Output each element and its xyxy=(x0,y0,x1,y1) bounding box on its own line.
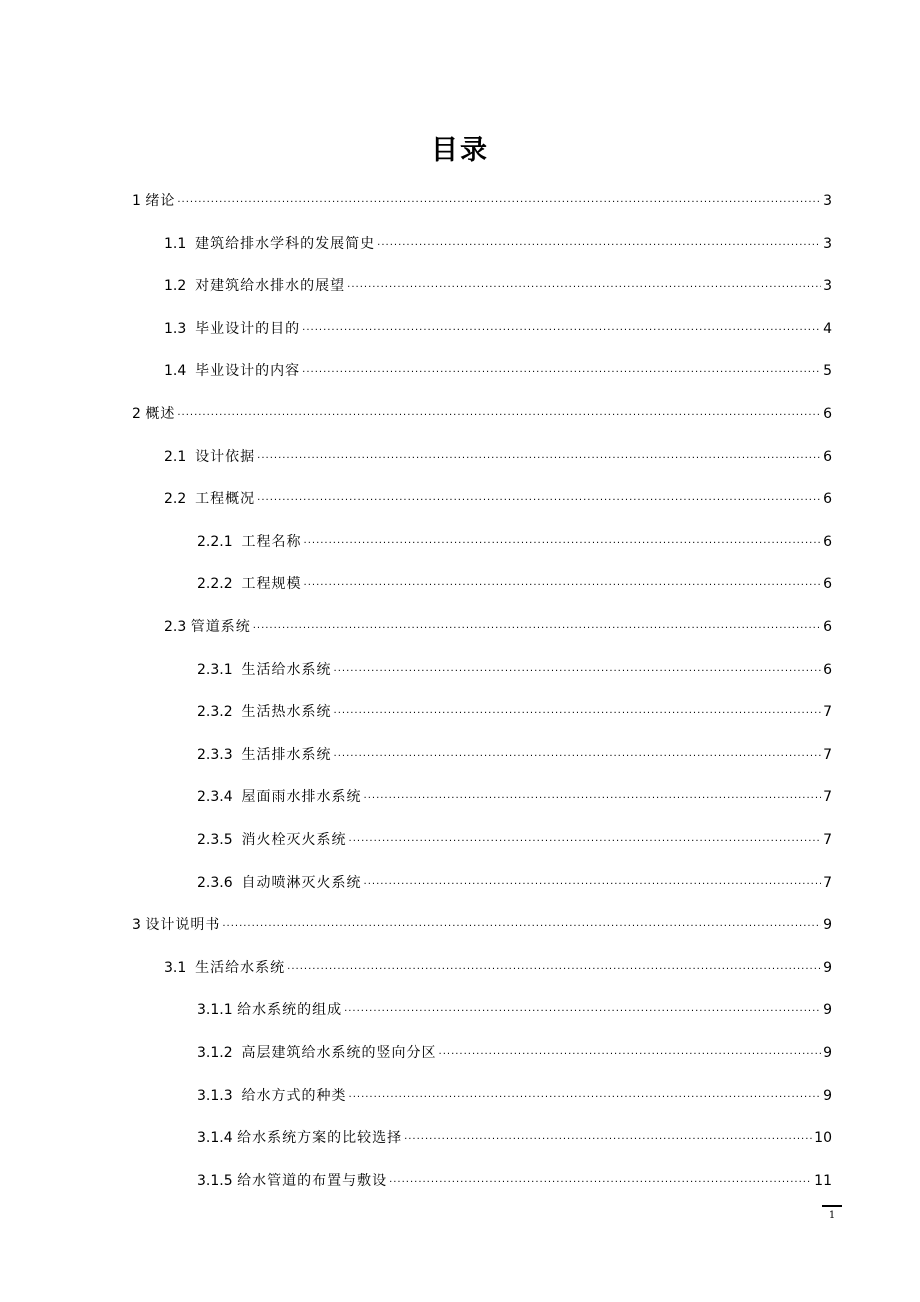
toc-entry-number: 2.2 xyxy=(164,491,196,508)
toc-entry[interactable] xyxy=(197,697,832,721)
toc-leader-dots xyxy=(404,1130,812,1144)
toc-entry-number: 2.3 xyxy=(164,619,191,635)
toc-leader-dots xyxy=(287,960,821,974)
toc-entry-page: 6 xyxy=(823,406,832,422)
toc-entry-number: 3.1.5 xyxy=(197,1172,238,1189)
toc-entry-number: 3.1 xyxy=(164,959,196,976)
toc-entry-page: 9 xyxy=(823,917,832,934)
toc-leader-dots xyxy=(177,193,821,207)
toc-entry[interactable] xyxy=(164,484,832,508)
toc-entry-number: 2.1 xyxy=(164,448,196,465)
toc-entry[interactable] xyxy=(197,825,832,849)
toc-entry-number: 1.1 xyxy=(164,235,196,252)
toc-leader-dots xyxy=(344,1002,821,1016)
toc-entry-title: 毕业设计的内容 xyxy=(195,363,301,380)
toc-entry-page: 7 xyxy=(823,704,832,721)
toc-leader-dots xyxy=(304,534,822,548)
toc-entry[interactable] xyxy=(132,910,832,934)
toc-leader-dots xyxy=(389,1173,812,1187)
toc-entry-title: 设计依据 xyxy=(195,448,256,465)
toc-entry-number: 1.2 xyxy=(164,278,196,295)
toc-entry-title: 管道系统 xyxy=(190,619,251,635)
toc-entry-page: 3 xyxy=(823,278,832,295)
footer-rule xyxy=(822,1205,842,1207)
toc-entry-number: 1.3 xyxy=(164,320,196,337)
toc-entry-title: 毕业设计的目的 xyxy=(195,320,301,337)
toc-entry[interactable] xyxy=(164,356,832,380)
toc-leader-dots xyxy=(302,321,821,335)
toc-entry[interactable] xyxy=(164,442,832,466)
toc-entry-number: 3.1.2 xyxy=(197,1045,242,1061)
toc-entry-page: 9 xyxy=(823,1045,832,1061)
toc-entry-title: 高层建筑给水系统的竖向分区 xyxy=(241,1045,437,1061)
toc-entry-page: 6 xyxy=(823,491,832,508)
toc-entry[interactable] xyxy=(197,1081,832,1105)
page-title: 目录 xyxy=(431,135,489,166)
toc-entry-number: 2 xyxy=(132,406,146,422)
toc-entry-number: 3.1.4 xyxy=(197,1130,238,1147)
toc-entry-number: 2.3.2 xyxy=(197,704,242,721)
toc-entry[interactable] xyxy=(132,186,832,210)
toc-entry-title: 生活热水系统 xyxy=(241,704,332,721)
toc-entry[interactable] xyxy=(197,1123,832,1147)
toc-leader-dots xyxy=(349,1088,822,1102)
toc-leader-dots xyxy=(304,576,822,590)
toc-entry-page: 6 xyxy=(823,619,832,635)
toc-leader-dots xyxy=(364,875,822,889)
toc-entry-number: 2.3.3 xyxy=(197,746,242,763)
toc-leader-dots xyxy=(347,278,821,292)
toc-leader-dots xyxy=(364,789,822,803)
toc-entry-number: 2.2.1 xyxy=(197,533,242,550)
page-number: 1 xyxy=(828,1210,836,1221)
toc-entry-title: 工程规模 xyxy=(241,576,302,593)
toc-entry-page: 7 xyxy=(823,746,832,763)
toc-entry[interactable] xyxy=(197,527,832,551)
toc-entry-number: 2.3.6 xyxy=(197,874,242,891)
toc-leader-dots xyxy=(349,832,822,846)
toc-entry[interactable] xyxy=(164,229,832,253)
toc-entry-number: 3 xyxy=(132,917,146,934)
toc-entry-title: 生活给水系统 xyxy=(241,661,332,678)
toc-entry-page: 7 xyxy=(823,874,832,891)
toc-entry-page: 3 xyxy=(823,235,832,252)
toc-entry[interactable] xyxy=(164,314,832,338)
toc-entry-number: 2.3.1 xyxy=(197,661,242,678)
toc-leader-dots xyxy=(222,917,821,931)
toc-entry-page: 11 xyxy=(814,1172,832,1189)
toc-leader-dots xyxy=(334,747,822,761)
toc-entry-number: 3.1.3 xyxy=(197,1087,242,1104)
toc-entry-title: 生活给水系统 xyxy=(195,959,286,976)
toc-entry-page: 4 xyxy=(823,320,832,337)
toc-entry[interactable] xyxy=(164,271,832,295)
toc-entry[interactable] xyxy=(164,953,832,977)
toc-entry-number: 3.1.1 xyxy=(197,1002,238,1019)
toc-entry-page: 5 xyxy=(823,363,832,380)
toc-entry[interactable] xyxy=(197,740,832,764)
toc-entry-title: 给水系统方案的比较选择 xyxy=(237,1130,403,1147)
toc-entry[interactable] xyxy=(197,1038,832,1062)
toc-entry[interactable] xyxy=(197,1166,832,1190)
toc-entry-page: 9 xyxy=(823,959,832,976)
toc-entry-page: 10 xyxy=(814,1130,832,1147)
toc-entry-page: 3 xyxy=(823,193,832,209)
toc-entry-page: 6 xyxy=(823,448,832,465)
toc-entry-page: 7 xyxy=(823,789,832,806)
toc-entry[interactable] xyxy=(197,782,832,806)
toc-leader-dots xyxy=(177,406,821,420)
toc-entry[interactable] xyxy=(132,399,832,423)
toc-entry[interactable] xyxy=(197,655,832,679)
toc-entry-page: 7 xyxy=(823,832,832,848)
toc-entry[interactable] xyxy=(197,868,832,892)
toc-leader-dots xyxy=(334,662,822,676)
toc-entry[interactable] xyxy=(197,995,832,1019)
toc-leader-dots xyxy=(257,491,821,505)
toc-entry-title: 给水系统的组成 xyxy=(237,1002,343,1019)
toc-entry-title: 屋面雨水排水系统 xyxy=(241,789,362,806)
toc-entry-title: 生活排水系统 xyxy=(241,746,332,763)
toc-leader-dots xyxy=(253,619,821,633)
toc-entry-page: 9 xyxy=(823,1087,832,1104)
toc-entry-page: 6 xyxy=(823,533,832,550)
toc-entry-title: 对建筑给水排水的展望 xyxy=(195,278,346,295)
toc-entry-number: 2.3.5 xyxy=(197,832,242,848)
toc-entry-page: 6 xyxy=(823,661,832,678)
toc-entry-title: 工程概况 xyxy=(195,491,256,508)
toc-entry-title: 绪论 xyxy=(145,193,176,209)
toc-leader-dots xyxy=(439,1045,822,1059)
toc-entry-number: 1.4 xyxy=(164,363,196,380)
toc-entry-title: 工程名称 xyxy=(241,533,302,550)
toc-leader-dots xyxy=(257,449,821,463)
toc-entry[interactable] xyxy=(164,612,832,636)
toc-entry-number: 2.2.2 xyxy=(197,576,242,593)
toc-entry-title: 自动喷淋灭火系统 xyxy=(241,874,362,891)
toc-entry-title: 建筑给排水学科的发展简史 xyxy=(195,235,376,252)
toc-entry-title: 消火栓灭火系统 xyxy=(241,832,347,848)
toc-entry-number: 2.3.4 xyxy=(197,789,242,806)
toc-entry[interactable] xyxy=(197,569,832,593)
toc-leader-dots xyxy=(377,236,821,250)
toc-entry-number: 1 xyxy=(132,193,146,209)
toc-entry-title: 设计说明书 xyxy=(145,917,221,934)
toc-entry-title: 概述 xyxy=(145,406,176,422)
toc-entry-page: 9 xyxy=(823,1002,832,1019)
toc-entry-page: 6 xyxy=(823,576,832,593)
toc-entry-title: 给水方式的种类 xyxy=(241,1087,347,1104)
toc-leader-dots xyxy=(334,704,822,718)
toc-leader-dots xyxy=(302,363,821,377)
toc-entry-title: 给水管道的布置与敷设 xyxy=(237,1172,388,1189)
